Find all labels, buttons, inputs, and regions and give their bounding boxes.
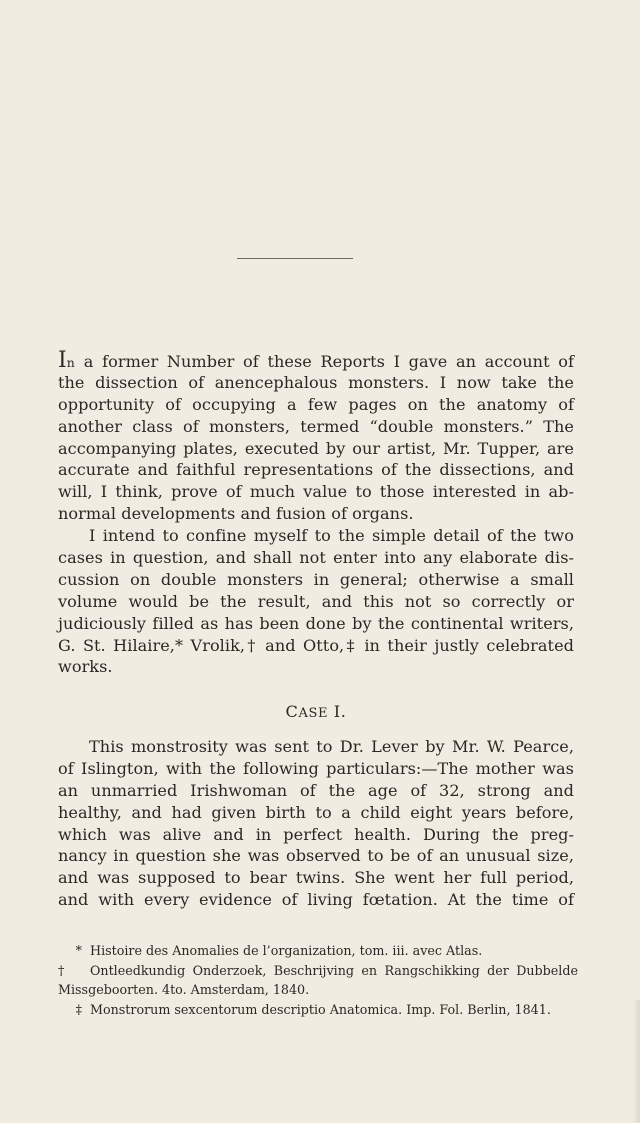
header-rule [237, 258, 353, 259]
text-line: In a former Number of these Reports I gave an account of [58, 348, 574, 373]
text-line: the dissection of anencephalous monsters. I now take the [58, 372, 574, 392]
text-line: works. [58, 657, 113, 677]
text-line: judiciously filled as has been done by the continental writers, [58, 613, 574, 633]
text-line: nancy in question she was observed to be of an unusual size, [58, 846, 574, 866]
text-line: another class of monsters, termed “double monsters.” The [58, 416, 574, 436]
text-line: volume would be the result, and this not so correctly or [58, 591, 574, 611]
text-line: accompanying plates, executed by our artist, Mr. Tupper, are [58, 438, 574, 458]
text-line: cussion on double monsters in general; otherwise a small [58, 569, 574, 589]
text-line: This monstrosity was sent to Dr. Lever by Mr. W. Pearce, [89, 737, 574, 756]
text-line: of Islington, with the following particulars:—The mother was [58, 758, 574, 778]
footnote-mark: * [75, 943, 82, 958]
footnote: * Histoire des Anomalies de l’organization, tom. iii. avec Atlas. [58, 941, 578, 961]
text-line: opportunity of occupying a few pages on the anatomy of [58, 394, 574, 414]
text-line: accurate and faithful representations of the dissections, and [58, 460, 574, 480]
drop-cap-rest: n [66, 355, 76, 370]
footnote: ‡ Monstrorum sexcentorum descriptio Anatomica. Imp. Fol. Berlin, 1841. [58, 1000, 578, 1020]
footnotes [58, 941, 578, 1019]
drop-cap: I [58, 348, 67, 373]
text-line: G. St. Hilaire,* Vrolik,† and Otto,‡ in their justly celebrated [58, 635, 574, 655]
text-line: healthy, and had given birth to a child eight years before, [58, 802, 574, 822]
text-line: which was alive and in perfect health. During the preg- [58, 824, 574, 844]
text-line: I intend to confine myself to the simple detail of the two [89, 526, 574, 546]
text-line: and was supposed to bear twins. She went her full period, [58, 868, 574, 888]
text-line: normal developments and fusion of organs. [58, 504, 414, 524]
text-line: cases in question, and shall not enter into any elaborate dis- [58, 548, 574, 568]
footnote-mark: ‡ [75, 1001, 82, 1017]
main-text [58, 348, 574, 910]
text-line: an unmarried Irishwoman of the age of 32, strong and [58, 780, 574, 800]
text-line: will, I think, prove of much value to those interested in ab- [58, 482, 574, 502]
text-line: and with every evidence of living fœtation. At the time of [58, 890, 574, 910]
case-heading: CASE I. [285, 702, 347, 721]
case-paragraph [58, 736, 574, 911]
footnote-mark: † [58, 962, 65, 978]
page-edge-shadow [632, 1000, 640, 1123]
intro-paragraph [58, 350, 574, 525]
footnote-continuation: Missgeboorten. 4to. Amsterdam, 1840. [58, 982, 310, 997]
second-paragraph [58, 525, 574, 678]
footnote: † Ontleedkundig Onderzoek, Beschrijving en Rangschikking der Dubbelde [58, 961, 578, 981]
